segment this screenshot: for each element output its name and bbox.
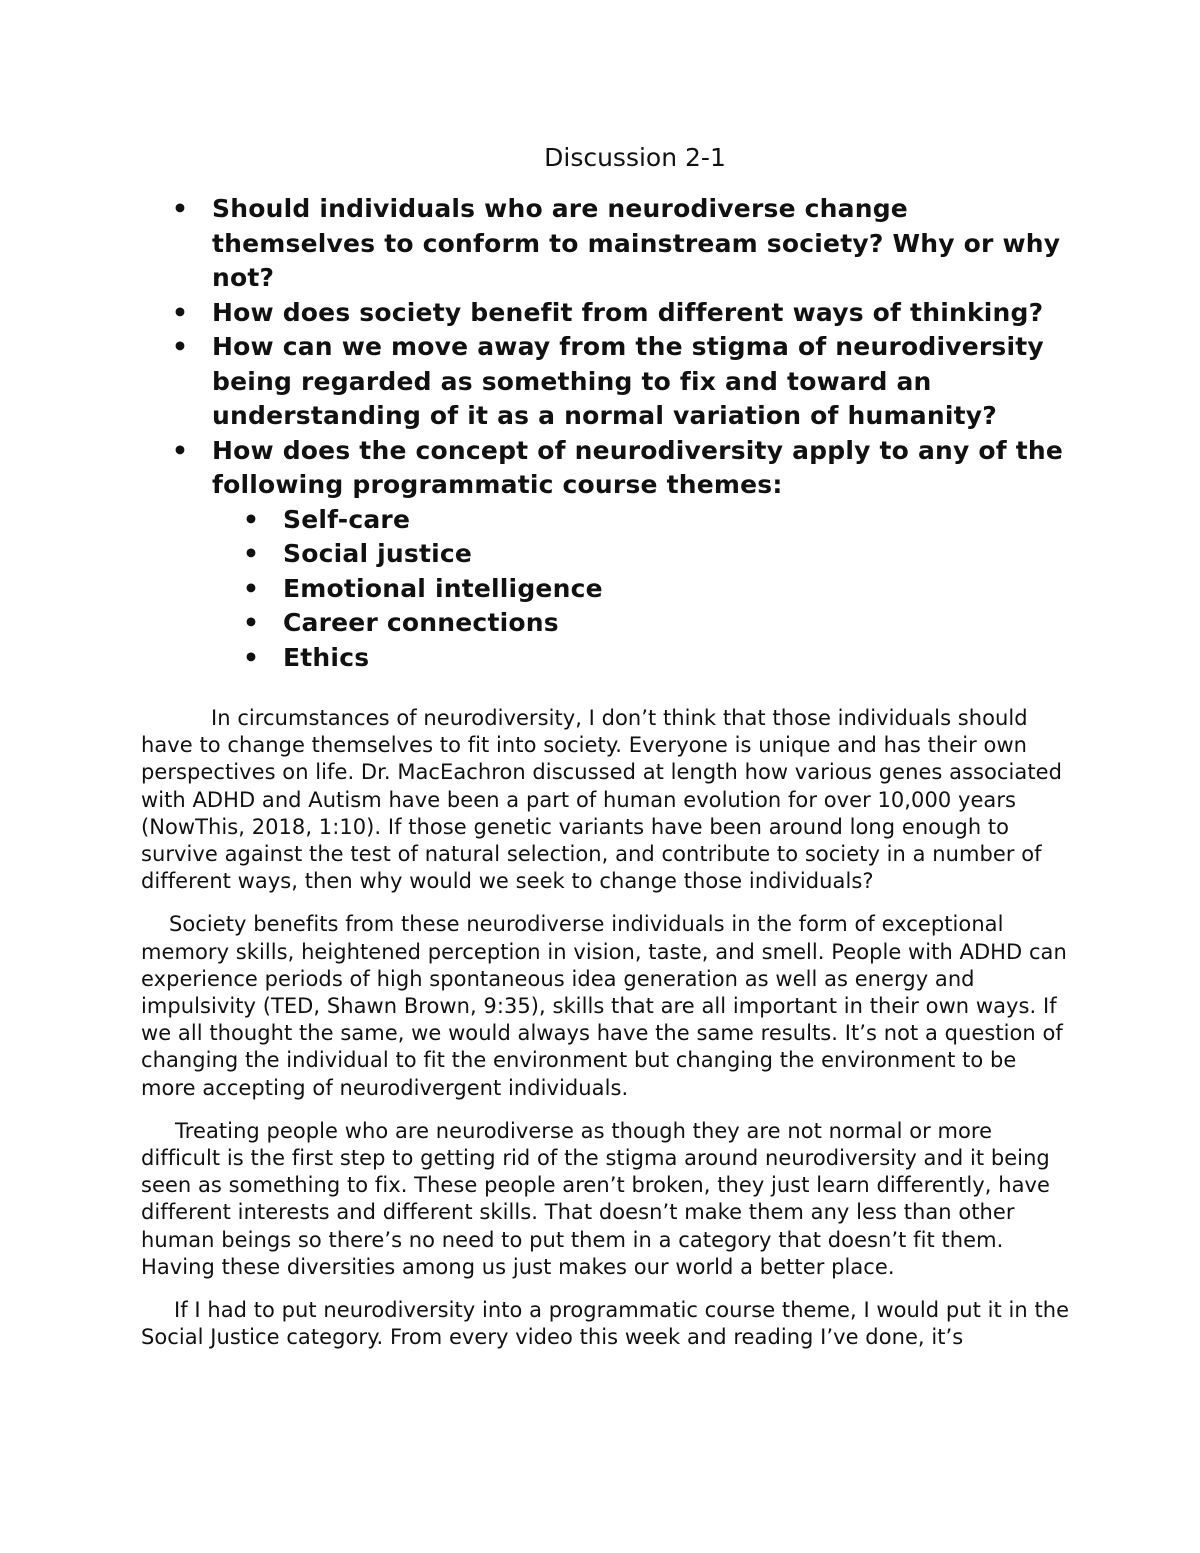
question-text: How does society benefit from different ways of thinking? [212,297,1044,327]
question-item [212,330,1072,434]
question-item [212,296,1072,331]
response-paragraph: Treating people who are neurodiverse as though they are not normal or more difficult is the first step to getting rid of the stigma around neurodiversity and it being seen as something to fix. These people aren’t broken, they just learn differently, have different interests and different skills. That doesn’t make them any less than other human beings so there’s no need to put them in a category that doesn’t fit them. Having these diversities among us just makes our world a better place. [141,1118,1050,1279]
theme-item [283,641,1072,676]
theme-text: Self-care [283,504,411,534]
theme-text: Social justice [283,539,473,568]
question-item [212,192,1072,296]
theme-text: Emotional intelligence [283,573,603,603]
question-text: Should individuals who are neurodiverse change themselves to conform to mainstream society? Why or why not? [212,194,1061,292]
response-paragraph: If I had to put neurodiversity into a programmatic course theme, I would put it in the Social Justice category. From every video this week and reading I’ve done, it’s [141,1298,1070,1350]
document-title: Discussion 2-1 [544,143,726,172]
question-item [212,434,1072,676]
theme-text: Career connections [283,608,559,637]
question-text: How can we move away from the stigma of neurodiversity being regarded as something to fix and toward an understanding of it as a normal variation of humanity? [212,332,1044,430]
discussion-questions-list [212,192,1072,675]
theme-item [283,537,1072,572]
course-themes-list [212,503,1072,676]
theme-item [283,606,1072,641]
response-paragraph: Society benefits from these neurodiverse individuals in the form of exceptional memory skills, heightened perception in vision, taste, and smell. People with ADHD can experience periods of high spontaneous idea generation as well as energy and impulsivity (TED, Shawn Brown, 9:35), skills that are all important in their own ways. If we all thought the same, we would always have the same results. It’s not a question of changing the individual to fit the environment but changing the environment to be more accepting of neurodivergent individuals. [141,912,1067,1100]
theme-text: Ethics [283,642,370,672]
question-text: How does the concept of neurodiversity apply to any of the following programmatic course themes: [212,435,1064,499]
theme-item [283,572,1072,607]
theme-item [283,503,1072,538]
response-paragraph: In circumstances of neurodiversity, I don’t think that those individuals should have to change themselves to fit into society. Everyone is unique and has their own perspectives on life. Dr. MacEachron discussed at length how various genes associated with ADHD and Autism have been a part of human evolution for over 10,000 years (NowThis, 2018, 1:10). If those genetic variants have been around long enough to survive against the test of natural selection, and contribute to society in a number of different ways, then why would we seek to change those individuals? [141,706,1062,894]
response-body [141,705,1071,1367]
